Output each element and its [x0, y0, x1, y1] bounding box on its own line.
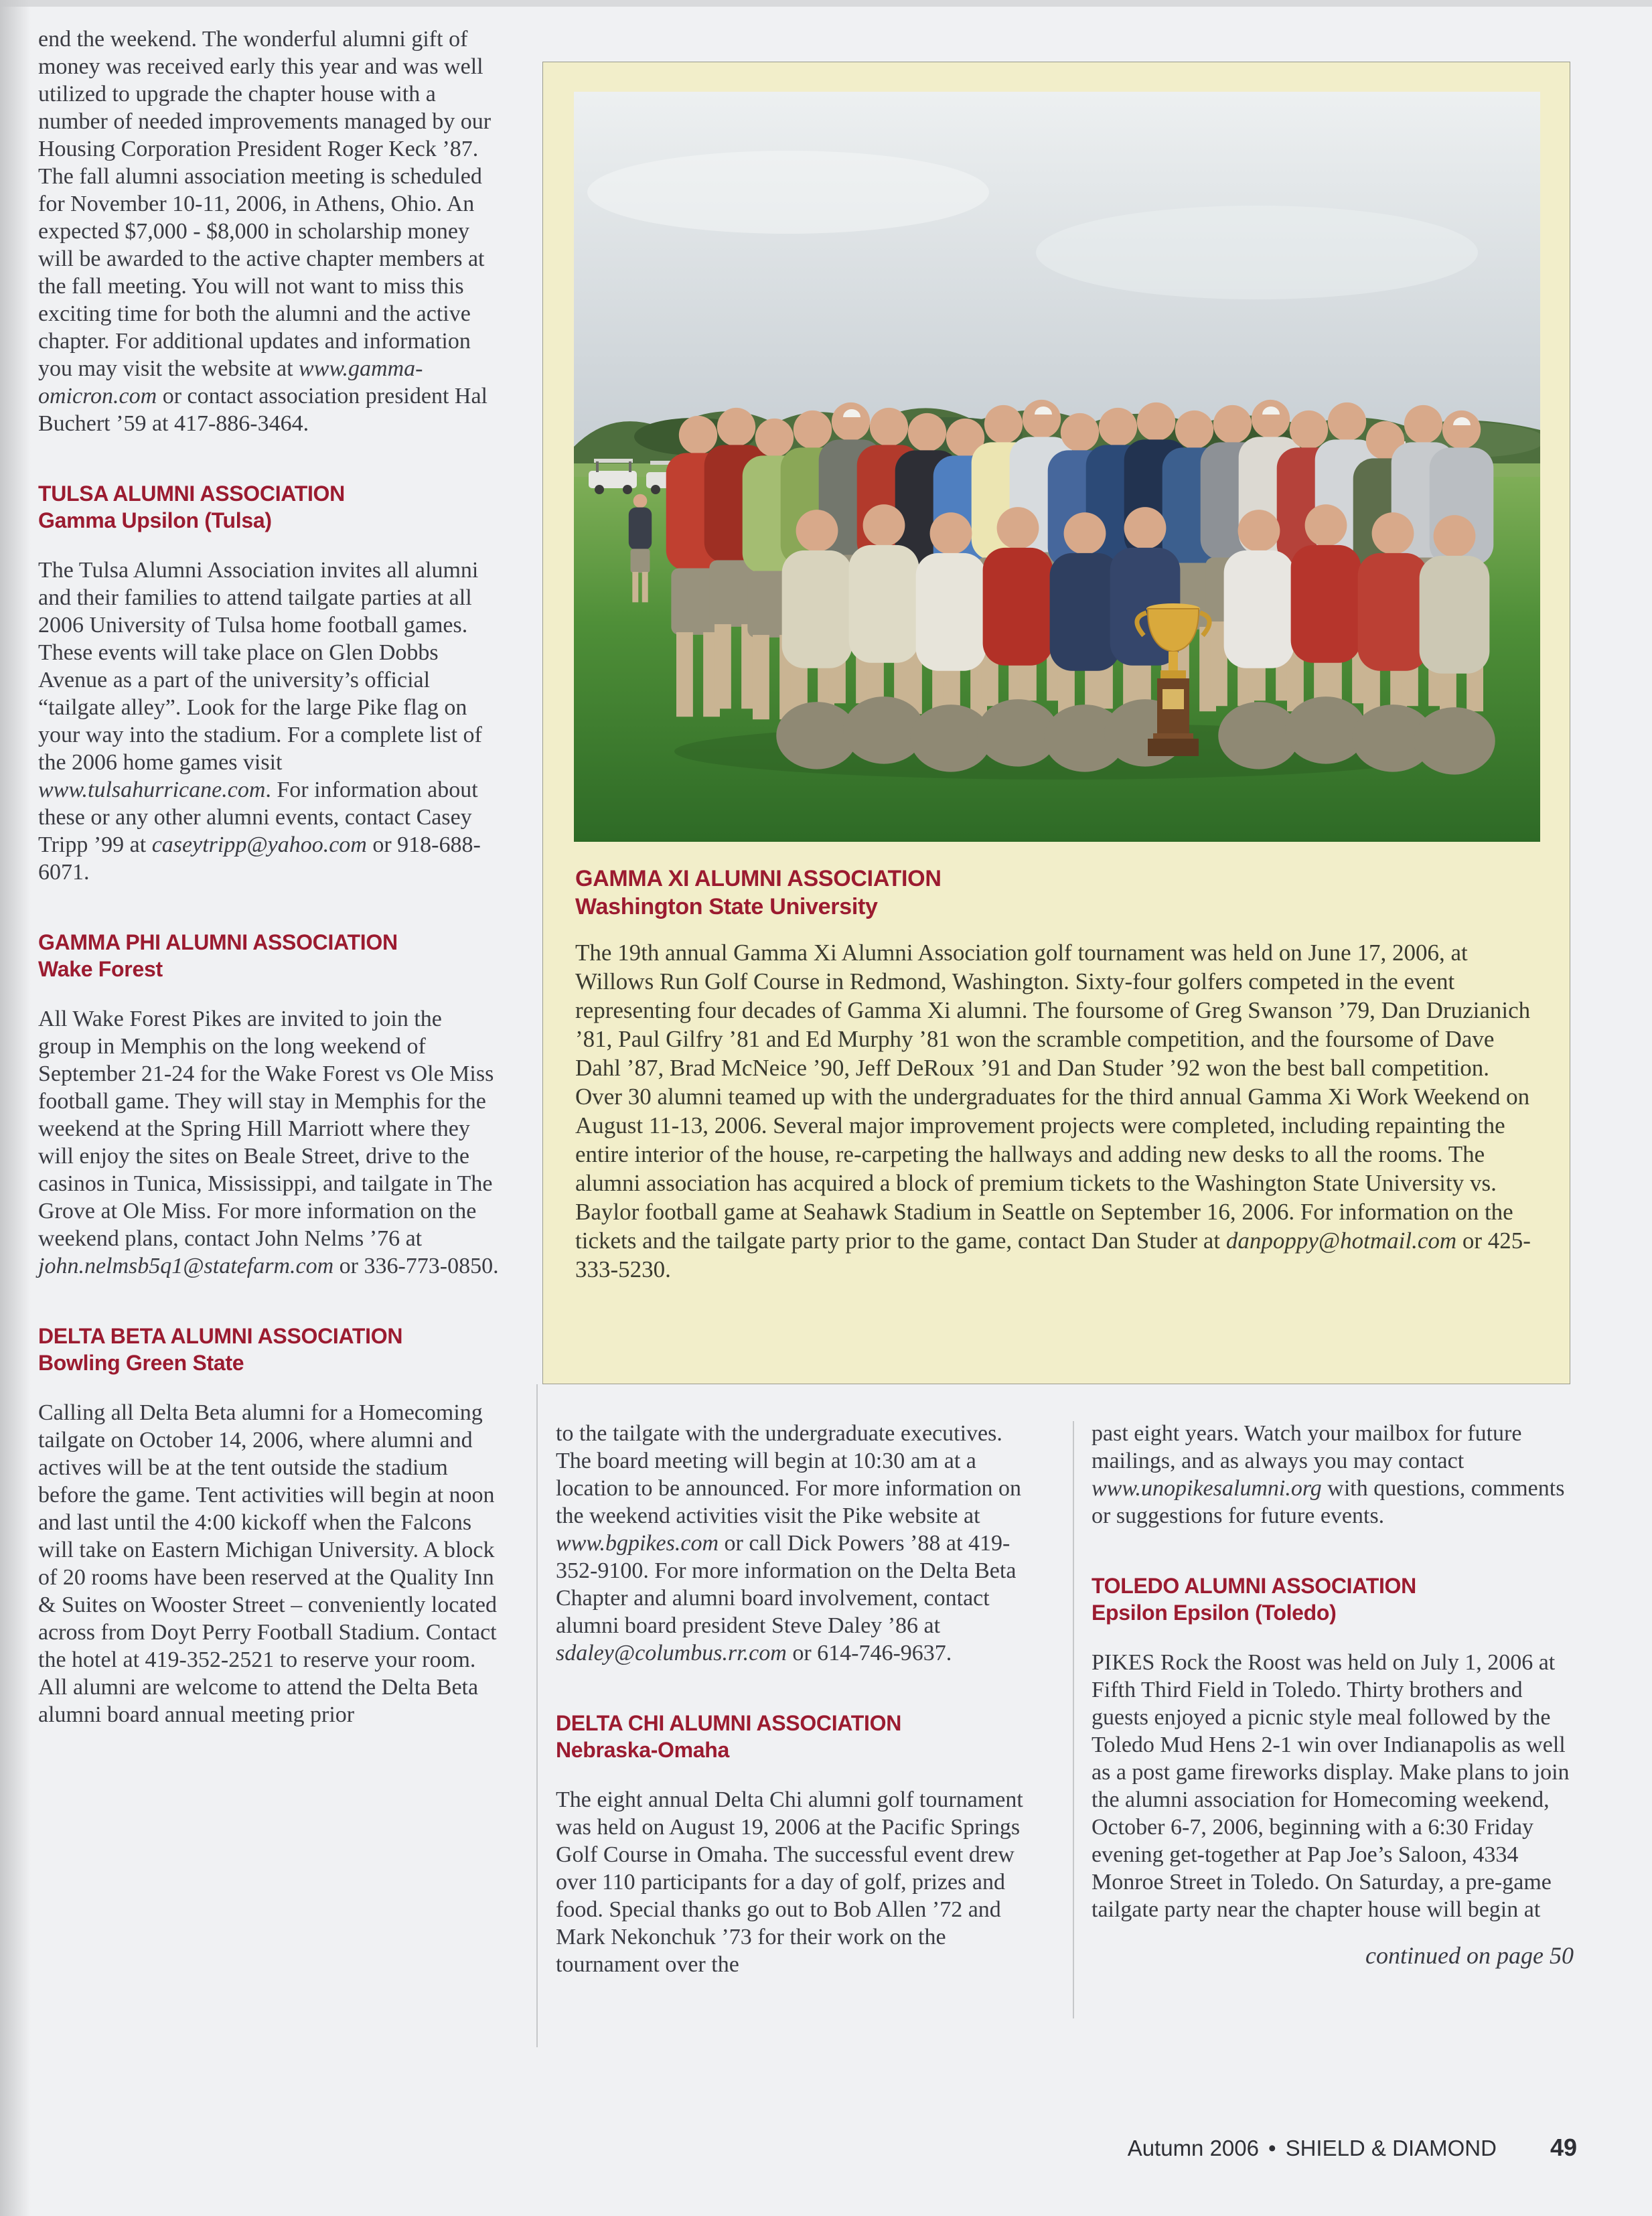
paragraph-tulsa: The Tulsa Alumni Association invites all alumni and their families to attend tailgate parties at all 2006 University of Tulsa home football games. These events will take place on Glen Dobbs Avenue as a part of the university’s official “tailgate alley”. Look for the large Pike flag on your way into the stadium. For a complete list of the 2006 home games visit www.tulsahurricane.com. For information about these or any other alumni events, contact Casey Tripp ’99 at caseytripp@yahoo.com or 918-688-6071.	[38, 558, 482, 885]
paragraph-gamma-phi: All Wake Forest Pikes are invited to join the group in Memphis on the long weekend of September 21-24 for the Wake Forest vs Ole Miss football game. They will stay in Memphis for the weekend at the Spring Hill Marriott where they will enjoy the sites on Beale Street, drive to the casinos in Tunica, Mississippi, and tailgate in The Grove at Ole Miss. For more information on the weekend plans, contact John Nelms ’76 at john.nelmsb5q1@statefarm.com or 336-773-0850.	[38, 1007, 499, 1278]
section-subtitle: Wake Forest	[38, 957, 163, 981]
section-heading-delta-beta	[38, 1323, 500, 1376]
section-title: TOLEDO ALUMNI ASSOCIATION	[1092, 1574, 1416, 1598]
section-title: DELTA BETA ALUMNI ASSOCIATION	[38, 1324, 403, 1348]
cloud	[587, 151, 989, 234]
feature-box-gamma-xi	[542, 62, 1570, 1384]
section-subtitle: Epsilon Epsilon (Toledo)	[1092, 1601, 1337, 1625]
paragraph-delta-chi: The eight annual Delta Chi alumni golf tournament was held on August 19, 2006 at the Pacific Springs Golf Course in Omaha. The successful event drew over 110 participants for a day of golf, prizes and food. Special thanks go out to Bob Allen ’72 and Mark Nekonchuk ’73 for their work on the tournament over the	[556, 1787, 1023, 1977]
section-subtitle: Gamma Upsilon (Tulsa)	[38, 508, 272, 532]
cloud	[1036, 206, 1478, 299]
paragraph-delta-beta-continued: to the tailgate with the undergraduate executives. The board meeting will begin at 10:30 am at a location to be announced. For more information on the weekend activities visit the Pike website at www.bgpikes.com or call Dick Powers ’88 at 419-352-9100. For more information on the Delta Beta Chapter and alumni board involvement, contact alumni board president Steve Daley ’86 at sdaley@columbus.rr.com or 614-746-9637.	[556, 1421, 1021, 1666]
section-subtitle: Nebraska-Omaha	[556, 1738, 730, 1762]
section-heading-tulsa	[38, 480, 500, 534]
column-divider	[536, 1384, 538, 2047]
paragraph-delta-beta: Calling all Delta Beta alumni for a Homecoming tailgate on October 14, 2006, where alumni and actives will be at the tent outside the stadium before the game. Tent activities will begin at noon and last until the 4:00 kickoff when the Falcons will take on Eastern Michigan University. A block of 20 rooms have been reserved at the Quality Inn & Suites on Wooster Street – conveniently located across from Doyt Perry Football Stadium. Contact the hotel at 419-352-2521 to reserve your room. All alumni are welcome to attend the Delta Beta alumni board annual meeting prior	[38, 1400, 497, 1727]
continued-on-page-note: continued on page 50	[1365, 1942, 1574, 1969]
golf-group-photo	[574, 92, 1540, 842]
scan-edge-left	[0, 0, 31, 2216]
section-title: TULSA ALUMNI ASSOCIATION	[38, 482, 345, 506]
paragraph-delta-chi-continued: past eight years. Watch your mailbox for future mailings, and as always you may contact www.unopikesalumni.org with questions, comments or suggestions for future events.	[1092, 1421, 1565, 1528]
footer-separator: •	[1268, 2136, 1276, 2160]
section-heading-delta-chi	[556, 1710, 1025, 1763]
section-heading-toledo	[1092, 1572, 1574, 1626]
right-column	[1092, 1420, 1574, 1970]
scan-edge-top	[0, 0, 1652, 7]
section-heading-gamma-xi	[575, 865, 1539, 921]
section-title: GAMMA XI ALUMNI ASSOCIATION	[575, 866, 942, 891]
footer-issue: Autumn 2006	[1127, 2136, 1259, 2160]
paragraph-gamma-omicron-continued: end the weekend. The wonderful alumni gift of money was received early this year and was well utilized to upgrade the chapter house with a number of needed improvements managed by our Housing Corporation President Roger Keck ’87. The fall alumni association meeting is scheduled for November 10-11, 2006, in Athens, Ohio. An expected $7,000 - $8,000 in scholarship money will be awarded to the active chapter members at the fall meeting. You will not want to miss this exciting time for both the alumni and the active chapter. For additional updates and information you may visit the website at www.gamma-omicron.com or contact association president Hal Buchert ’59 at 417-886-3464.	[38, 27, 492, 436]
page-footer	[1128, 2134, 1577, 2162]
left-column	[38, 25, 500, 1728]
paragraph-gamma-xi: The 19th annual Gamma Xi Alumni Association golf tournament was held on June 17, 2006, at Willows Run Golf Course in Redmond, Washington. Sixty-four golfers competed in the event representing four decades of Gamma Xi alumni. The foursome of Greg Swanson ’79, Dan Druzianich ’81, Paul Gilfry ’81 and Ed Murphy ’81 won the scramble competition, and the foursome of Dave Dahl ’87, Brad McNeice ’90, Jeff DeRoux ’91 and Dan Studer ’92 won the best ball competition. Over 30 alumni teamed up with the undergraduates for the third annual Gamma Xi Work Weekend on August 11-13, 2006. Several major improvement projects were completed, including repainting the entire interior of the house, re-carpeting the hallways and adding new desks to all the rooms. The alumni association has acquired a block of premium tickets to the Washington State University vs. Baylor football game at Seahawk Stadium in Seattle on September 16, 2006. For information on the tickets and the tailgate party prior to the game, contact Dan Studer at danpoppy@hotmail.com or 425-333-5230.	[575, 940, 1531, 1282]
footer-page-number: 49	[1550, 2134, 1577, 2161]
front-row-golfers	[776, 504, 1495, 775]
section-title: GAMMA PHI ALUMNI ASSOCIATION	[38, 930, 398, 954]
section-subtitle: Washington State University	[575, 894, 878, 919]
section-title: DELTA CHI ALUMNI ASSOCIATION	[556, 1711, 902, 1735]
section-subtitle: Bowling Green State	[38, 1351, 244, 1375]
middle-column	[556, 1420, 1025, 1978]
column-divider	[1073, 1421, 1074, 2018]
footer-magazine-title: SHIELD & DIAMOND	[1285, 2136, 1497, 2160]
section-heading-gamma-phi	[38, 929, 500, 982]
paragraph-toledo: PIKES Rock the Roost was held on July 1, 2006 at Fifth Third Field in Toledo. Thirty brothers and guests enjoyed a picnic style meal followed by the Toledo Mud Hens 2-1 win over Indianapolis as well as a post game fireworks display. Make plans to join the alumni association for Homecoming weekend, October 6-7, 2006, beginning with a 6:30 Friday evening get-together at Pap Joe’s Saloon, 4334 Monroe Street in Toledo. On Saturday, a pre-game tailgate party near the chapter house will begin at	[1092, 1650, 1570, 1922]
